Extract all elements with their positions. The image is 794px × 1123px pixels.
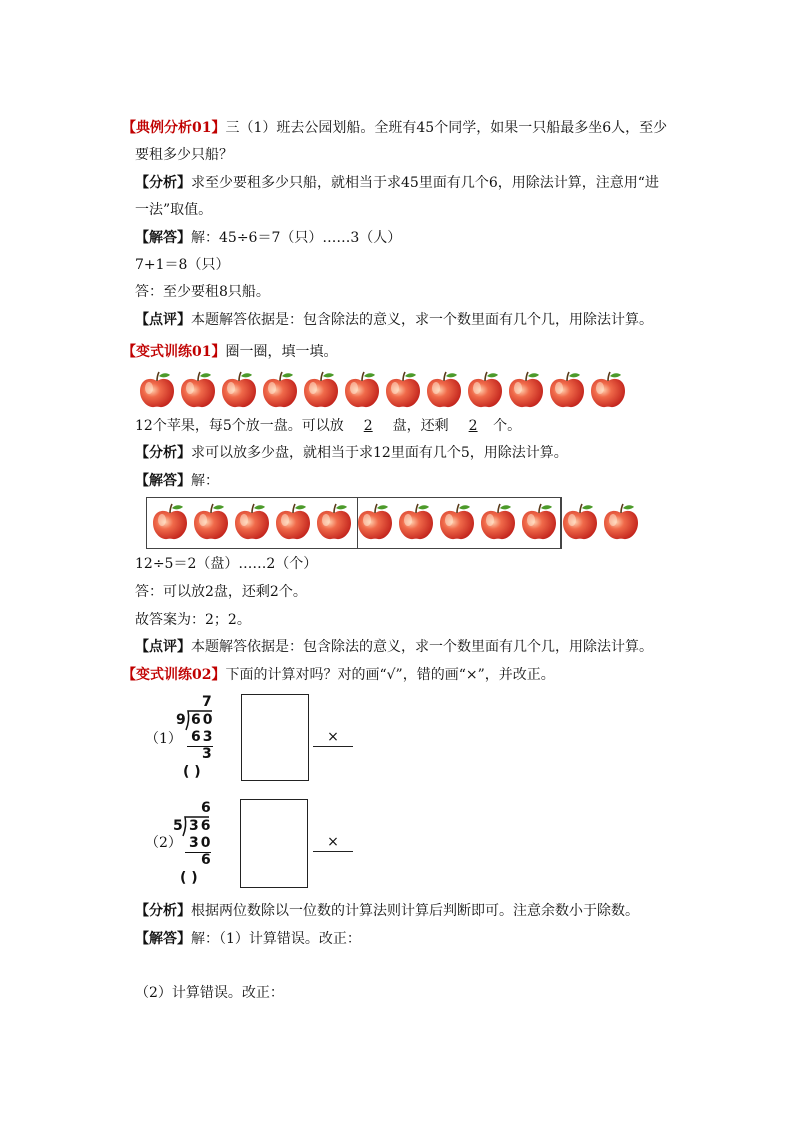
example-question-text1: 三（1）班去公园划船。全班有45个同学，如果一只船最多坐6人，至少: [225, 120, 668, 136]
example-tag: 【典例分析01】: [122, 120, 226, 136]
example-question-line1: [122, 118, 667, 138]
item1-quotient: 7: [202, 694, 212, 710]
apple-icon: [342, 370, 382, 410]
variant1-comment-line: [135, 637, 653, 657]
apple-icon: [383, 370, 423, 410]
example-answer-line3: 答：至少要租8只船。: [135, 284, 270, 300]
variant1-answer-statement: 答：可以放2盘，还剩2个。: [135, 584, 307, 600]
item2-correction-box: [240, 799, 308, 888]
apple-icon: [601, 502, 641, 542]
example-analysis-line2: 一法”取值。: [135, 202, 213, 218]
apple-row-answer: [150, 502, 642, 542]
apple-icon: [424, 370, 464, 410]
example-question-line2: 要租多少只船？: [135, 147, 233, 163]
variant1-question-part3: 个。: [493, 418, 522, 434]
apple-icon: [437, 502, 477, 542]
analysis-tag: 【分析】: [135, 175, 191, 191]
apple-row-question: [137, 370, 629, 410]
variant1-final-answer: 故答案为：2；2。: [135, 612, 251, 628]
variant1-answer-line: [135, 471, 219, 491]
analysis-tag: 【分析】: [135, 903, 191, 919]
variant2-title-line: [122, 665, 555, 685]
apple-icon: [191, 502, 231, 542]
variant2-tag: 【变式训练02】: [122, 667, 226, 683]
answer-blank-plates: 2: [363, 418, 373, 434]
item1-product: 63: [191, 729, 215, 745]
apple-icon: [273, 502, 313, 542]
variant1-equation: 12÷5＝2（盘）……2（个）: [135, 556, 318, 572]
variant2-prompt: 下面的计算对吗？对的画“√”，错的画“×”，并改正。: [225, 667, 555, 683]
item1-correction-box: [241, 694, 309, 781]
apple-icon: [232, 502, 272, 542]
example-answer-line2: 7+1＝8（只）: [135, 257, 230, 273]
apple-icon: [588, 370, 628, 410]
item2-label: （2）: [145, 835, 182, 851]
variant2-answer-line2: （2）计算错误。改正：: [135, 985, 284, 1001]
item2-remainder: 6: [201, 852, 211, 868]
variant1-question-line: [135, 416, 521, 436]
item1-judgement-paren: ( ): [183, 764, 201, 780]
apple-icon: [260, 370, 300, 410]
variant1-question-part2: 盘，还剩: [392, 418, 449, 434]
apple-icon: [547, 370, 587, 410]
apple-icon: [506, 370, 546, 410]
apple-icon: [137, 370, 177, 410]
variant1-analysis-text: 求可以放多少盘，就相当于求12里面有几个5，用除法计算。: [191, 445, 568, 461]
variant1-tag: 【变式训练01】: [122, 344, 226, 360]
variant2-answer-line1: [135, 929, 361, 949]
apple-icon: [396, 502, 436, 542]
apple-icon: [150, 502, 190, 542]
apple-icon: [478, 502, 518, 542]
apple-icon: [519, 502, 559, 542]
answer-tag: 【解答】: [135, 230, 191, 246]
item2-judgement-paren: ( ): [180, 870, 198, 886]
apple-icon: [301, 370, 341, 410]
apple-icon: [178, 370, 218, 410]
item2-dividend: 36: [189, 818, 213, 834]
variant1-comment-text: 本题解答依据是：包含除法的意义，求一个数里面有几个几，用除法计算。: [191, 639, 653, 655]
answer-blank-remaining: 2: [468, 418, 478, 434]
example-answer-line1: [135, 228, 401, 248]
variant1-question-part1: 12个苹果，每5个放一盘。可以放: [135, 418, 344, 434]
item1-divisor: 9: [176, 712, 186, 728]
item2-quotient: 6: [201, 800, 211, 816]
apple-icon: [465, 370, 505, 410]
example-analysis-text1: 求至少要租多少只船，就相当于求45里面有几个6，用除法计算，注意用“进: [191, 175, 659, 191]
variant1-analysis-line: [135, 443, 568, 463]
item1-label: （1）: [145, 731, 182, 747]
variant2-answer-text1: 解：（1）计算错误。改正：: [191, 931, 361, 947]
apple-icon: [219, 370, 259, 410]
apple-icon: [314, 502, 354, 542]
apple-icon: [560, 502, 600, 542]
item1-dividend: 60: [191, 712, 215, 728]
item1-mark: ×: [313, 728, 353, 747]
variant2-analysis-text: 根据两位数除以一位数的计算法则计算后判断即可。注意余数小于除数。: [191, 903, 639, 919]
answer-tag: 【解答】: [135, 931, 191, 947]
variant1-answer-intro: 解：: [191, 473, 219, 489]
analysis-tag: 【分析】: [135, 445, 191, 461]
example-analysis-line1: [135, 173, 659, 193]
item2-mark: ×: [313, 833, 353, 852]
item1-remainder: 3: [202, 746, 212, 762]
variant2-analysis-line: [135, 901, 639, 921]
answer-tag: 【解答】: [135, 473, 191, 489]
item2-divisor: 5: [173, 818, 183, 834]
variant1-title-line: [122, 342, 337, 362]
example-comment-line: [135, 310, 653, 330]
example-answer-text1: 解：45÷6＝7（只）……3（人）: [191, 230, 402, 246]
example-comment-text: 本题解答依据是：包含除法的意义，求一个数里面有几个几，用除法计算。: [191, 312, 653, 328]
comment-tag: 【点评】: [135, 312, 191, 328]
variant1-prompt: 圈一圈，填一填。: [225, 344, 338, 360]
comment-tag: 【点评】: [135, 639, 191, 655]
apple-icon: [355, 502, 395, 542]
item2-product: 30: [189, 835, 213, 851]
